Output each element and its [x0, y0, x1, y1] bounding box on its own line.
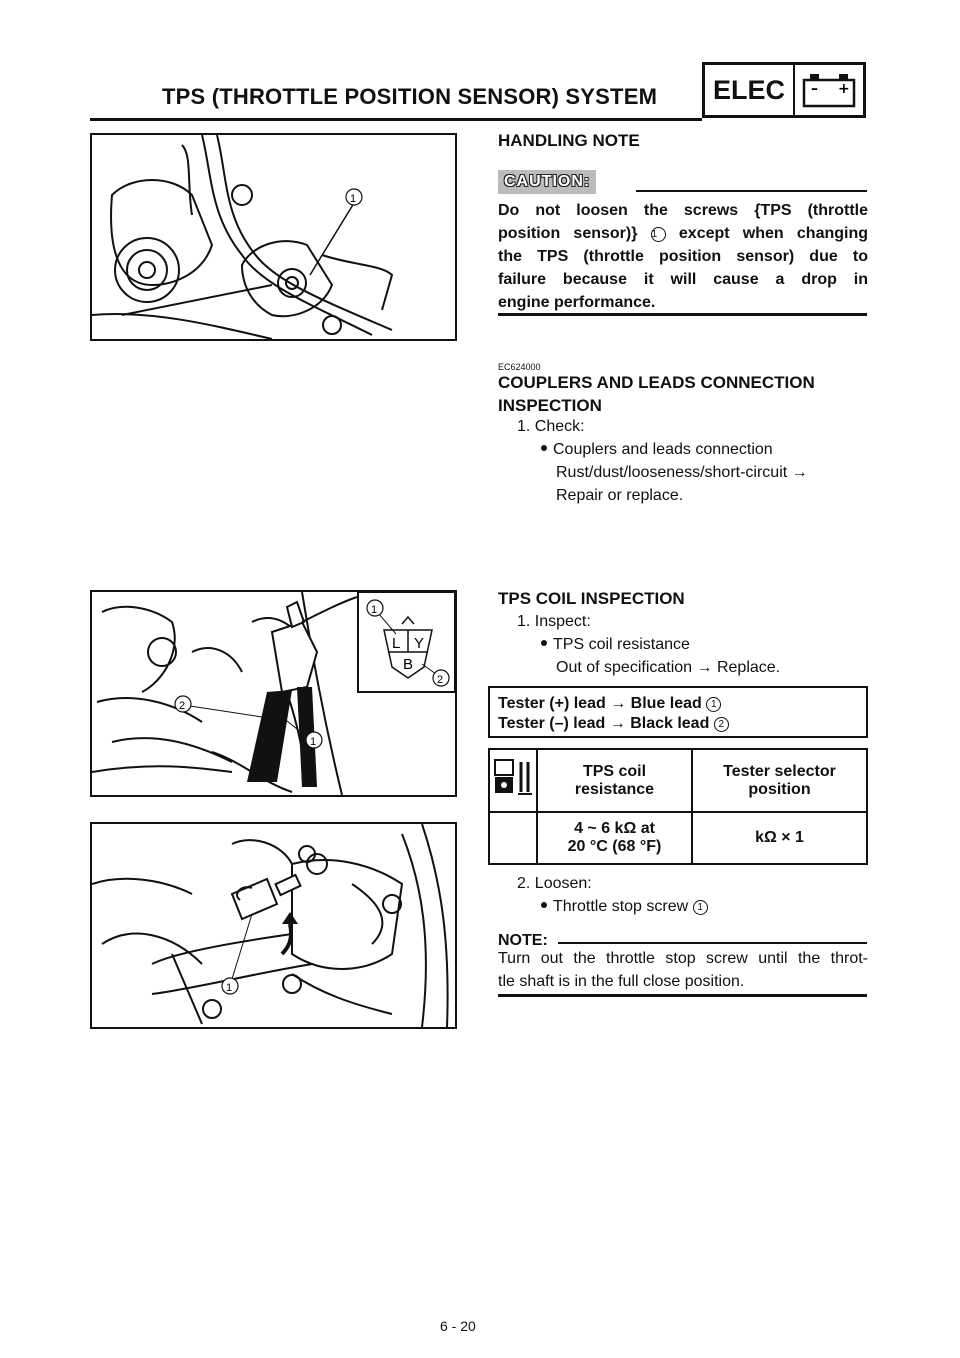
loosen-step: 2. Loosen:	[517, 875, 592, 892]
note-end-rule	[498, 994, 867, 997]
note-label: NOTE:	[498, 932, 548, 949]
inset-callout-2: 2	[437, 674, 444, 686]
section-code-ec: EC624000	[498, 362, 541, 372]
page-title: TPS (THROTTLE POSITION SENSOR) SYSTEM	[162, 84, 658, 109]
tester-icon	[490, 750, 536, 806]
caution-rule	[636, 190, 867, 192]
couplers-detail-1: Rust/dust/looseness/short-circuit →	[556, 464, 808, 481]
couplers-item: Couplers and leads connection	[541, 438, 773, 461]
svg-text:+: +	[838, 81, 850, 97]
inset-label-b: B	[403, 656, 414, 673]
spec-header-selector: Tester selector position	[692, 749, 867, 812]
fig2-callout-2: 2	[179, 700, 186, 712]
tps-coil-detail: Out of specification → Replace.	[556, 659, 781, 676]
fig2-callout-1: 1	[310, 736, 317, 748]
tester-positive: Tester (+) lead → Blue lead 1	[498, 694, 858, 714]
throttle-stop-drawing	[92, 824, 455, 1027]
spec-header-resistance: TPS coil resistance	[537, 749, 692, 812]
couplers-step: 1. Check:	[517, 418, 585, 435]
battery-icon	[795, 65, 863, 115]
inset-label-y: Y	[414, 635, 425, 652]
tps-screw-illustration	[90, 133, 457, 341]
inset-label-l: L	[392, 635, 401, 652]
caution-end-rule	[498, 313, 867, 316]
tps-coil-heading: TPS COIL INSPECTION	[498, 589, 685, 608]
tps-coil-step: 1. Inspect:	[517, 613, 591, 630]
handling-note-heading: HANDLING NOTE	[498, 131, 640, 150]
caution-badge	[498, 170, 596, 194]
spec-empty-cell	[489, 812, 537, 864]
caution-text: Do not loosen the screws {TPS (throttle position sensor)} 1 except when changing the TPS (throttle position sensor) due to failure because it will cause a drop in engine performance.	[498, 202, 869, 311]
loosen-item: Throttle stop screw 1	[541, 895, 708, 918]
spec-value-selector: kΩ × 1	[692, 812, 867, 864]
throttle-stop-illustration	[90, 822, 457, 1029]
section-badge	[702, 62, 866, 118]
spec-value-resistance: 4 ~ 6 kΩ at 20 °C (68 °F)	[537, 812, 692, 864]
inset-callout-1: 1	[371, 604, 378, 616]
couplers-heading: COUPLERS AND LEADS CONNECTION INSPECTION	[498, 373, 815, 415]
tps-coil-item: TPS coil resistance	[541, 633, 690, 656]
resistance-spec-table	[488, 748, 868, 865]
header-rule	[90, 118, 702, 121]
section-code: ELEC	[705, 65, 795, 115]
tps-coupler-illustration	[90, 590, 457, 797]
caution-label: CAUTION:	[498, 170, 596, 194]
coupler-drawing	[92, 592, 455, 795]
fig1-callout: 1	[350, 193, 357, 205]
note-text: Turn out the throttle stop screw until the throt- tle shaft is in the full close position.	[498, 950, 868, 990]
couplers-detail-2: Repair or replace.	[556, 487, 684, 504]
tester-lead-box	[488, 686, 868, 738]
page-number: 6 - 20	[440, 1318, 476, 1334]
throttle-body-drawing	[92, 135, 455, 339]
svg-text:–: –	[811, 81, 818, 97]
note-rule	[558, 942, 867, 944]
tester-negative: Tester (–) lead → Black lead 2	[498, 714, 858, 734]
fig3-callout: 1	[226, 982, 233, 994]
spec-icon-cell	[489, 749, 537, 812]
